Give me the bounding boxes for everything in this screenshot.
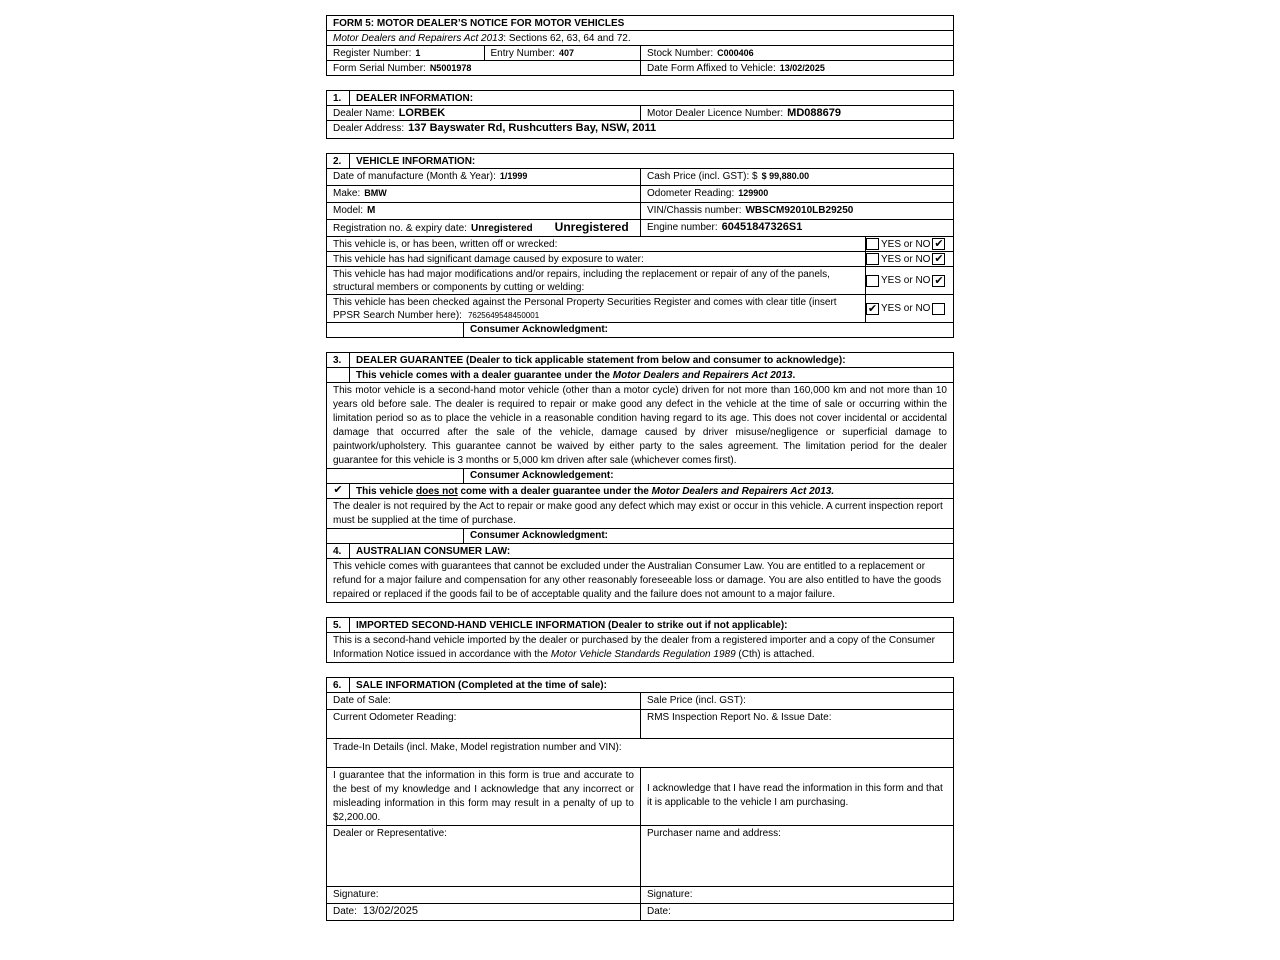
entry-number: Entry Number: 407	[484, 46, 641, 60]
engine-number: Engine number: 60451847326S1	[640, 220, 953, 236]
section-heading: IMPORTED SECOND-HAND VEHICLE INFORMATION (Dealer to strike out if not applicable):	[349, 618, 953, 632]
modifications-question: This vehicle has had major modifications and/or repairs, including the replacement or repair of any of the panels, structural members or components by cutting or welding: YES or NO ✔	[327, 266, 953, 294]
stock-number: Stock Number: C000406	[640, 46, 953, 60]
date-of-manufacture: Date of manufacture (Month & Year): 1/1999	[333, 171, 528, 182]
form-title: FORM 5: MOTOR DEALER’S NOTICE FOR MOTOR VEHICLES	[333, 18, 625, 29]
written-off-question: This vehicle is, or has been, written off or wrecked: YES or NO ✔	[327, 236, 953, 251]
dealer-statement: I guarantee that the information in this form is true and accurate to the best of my knowledge and I acknowledge that any incorrect or misleading information in this form may result in a penalty of up to $2,200.00.	[333, 770, 634, 823]
purchaser-statement: I acknowledge that I have read the information in this form and that it is applicable to the vehicle I am purchasing.	[640, 768, 953, 825]
imported-vehicle-section	[326, 617, 954, 663]
ppsr-question: This vehicle has been checked against the Personal Property Securities Register and comes with clear title (insert PPSR Search Number here): 7625649548450001 ✔ YES or NO	[327, 294, 953, 322]
section-number: 6.	[333, 680, 342, 691]
ppsr-number: 7625649548450001	[467, 311, 540, 320]
vin-number: VIN/Chassis number: WBSCM92010LB29250	[640, 203, 953, 219]
trade-in-details: Trade-In Details (incl. Make, Model registration number and VIN):	[333, 742, 622, 753]
guarantee-text: This motor vehicle is a second-hand motor vehicle (other than a motor cycle) driven for not more than 160,000 km and not more than 10 years old before sale. The dealer is required to repair or make good any defect in the vehicle at the time of sale or occurring within the limitation period so as to place the vehicle in a reasonable condition having regard to its age. This does not cover incidental or accidental damage that occurred after the sale of the vehicle, damage caused by driver misuse/negligence or superficial damage to paintwork/upholstery. This guarantee cannot be waived by either party to the sales agreement. The limitation period for the dealer guarantee for this vehicle is 3 months or 5,000 km driven after sale (whichever comes first).	[333, 385, 947, 466]
no-checkbox[interactable]	[932, 303, 945, 315]
motor-dealer-notice-form	[326, 15, 954, 935]
section-heading: SALE INFORMATION (Completed at the time of sale):	[349, 678, 953, 692]
sale-information-section	[326, 677, 954, 921]
consumer-acknowledgement: Consumer Acknowledgement:	[327, 468, 953, 483]
no-guarantee-text: The dealer is not required by the Act to repair or make good any defect which may exist or occur in this vehicle. A current inspection report must be supplied at the time of purchase.	[333, 501, 943, 526]
registration: Registration no. & expiry date: Unregistered Unregistered	[333, 220, 629, 234]
guarantee-option: This vehicle comes with a dealer guarantee under the Motor Dealers and Repairers Act 2013.	[356, 370, 796, 381]
water-damage-question: This vehicle has had significant damage caused by exposure to water: YES or NO ✔	[327, 251, 953, 266]
no-guarantee-option: This vehicle does not come with a dealer guarantee under the Motor Dealers and Repairers Act 2013.	[356, 486, 835, 497]
act-reference: Motor Dealers and Repairers Act 2013: Sections 62, 63, 64 and 72.	[333, 33, 631, 44]
consumer-acknowledgment: Consumer Acknowledgment:	[327, 322, 953, 337]
cash-price: Cash Price (incl. GST): $ $ 99,880.00	[640, 169, 953, 185]
rms-inspection: RMS Inspection Report No. & Issue Date:	[640, 710, 953, 738]
australian-consumer-law-section	[326, 543, 954, 603]
section-heading: VEHICLE INFORMATION:	[349, 154, 953, 168]
date-of-sale: Date of Sale:	[333, 695, 391, 706]
section-heading: DEALER GUARANTEE (Dealer to tick applicable statement from below and consumer to acknowledge):	[349, 353, 953, 367]
dealer-signature: Signature:	[333, 889, 379, 900]
current-odometer: Current Odometer Reading:	[333, 712, 457, 723]
dealer-date: Date: 13/02/2025	[333, 905, 418, 917]
guarantee-tickbox[interactable]	[327, 368, 350, 382]
dealer-address: Dealer Address: 137 Bayswater Rd, Rushcutters Bay, NSW, 2011	[333, 122, 657, 134]
vehicle-make: Make: BMW	[333, 188, 387, 199]
section-heading: DEALER INFORMATION:	[349, 91, 953, 105]
form-serial-number: Form Serial Number: N5001978	[333, 63, 472, 74]
dealer-licence: Motor Dealer Licence Number: MD088679	[640, 106, 953, 120]
yes-checkbox[interactable]	[866, 238, 879, 250]
imported-text: This is a second-hand vehicle imported by the dealer or purchased by the dealer from a registered importer and a copy of the Consumer Information Notice issued in accordance with the Motor Vehicle Standards Regulation 1989 (Cth) is attached.	[333, 635, 935, 660]
form-header	[326, 15, 954, 76]
no-checkbox[interactable]: ✔	[934, 274, 944, 287]
acl-text: This vehicle comes with guarantees that cannot be excluded under the Australian Consumer Law. You are entitled to a replacement or refund for a major failure and compensation for any other reasonably foreseeable loss or damage. You are also entitled to have the goods repaired or replaced if the goods fail to be of acceptable quality and the failure does not amount to a major failure.	[333, 561, 942, 600]
no-checkbox[interactable]: ✔	[934, 238, 944, 250]
section-number: 2.	[333, 156, 342, 167]
section-heading: AUSTRALIAN CONSUMER LAW:	[349, 544, 953, 558]
no-checkbox[interactable]: ✔	[934, 253, 944, 265]
odometer-reading: Odometer Reading: 129900	[640, 186, 953, 202]
section-number: 4.	[333, 546, 342, 557]
vehicle-information-section	[326, 153, 954, 338]
purchaser-signature: Signature:	[640, 887, 953, 903]
date-form-affixed: Date Form Affixed to Vehicle: 13/02/2025	[640, 61, 953, 75]
section-number: 1.	[333, 93, 342, 104]
sale-price: Sale Price (incl. GST):	[640, 693, 953, 709]
dealer-information-section	[326, 90, 954, 139]
purchaser-name-address: Purchaser name and address:	[640, 826, 953, 886]
dealer-representative: Dealer or Representative:	[333, 828, 447, 839]
vehicle-model: Model: M	[333, 205, 376, 216]
no-guarantee-tickbox[interactable]: ✔	[327, 484, 350, 498]
section-number: 5.	[333, 620, 342, 631]
yes-checkbox[interactable]: ✔	[867, 302, 878, 315]
section-number: 3.	[333, 355, 342, 366]
dealer-guarantee-section	[326, 352, 954, 543]
purchaser-date: Date:	[640, 904, 953, 920]
consumer-acknowledgment: Consumer Acknowledgment:	[327, 528, 953, 543]
yes-checkbox[interactable]	[866, 275, 879, 287]
register-number: Register Number: 1	[333, 48, 421, 59]
dealer-name: Dealer Name: LORBEK	[333, 107, 446, 119]
yes-checkbox[interactable]	[866, 253, 879, 265]
